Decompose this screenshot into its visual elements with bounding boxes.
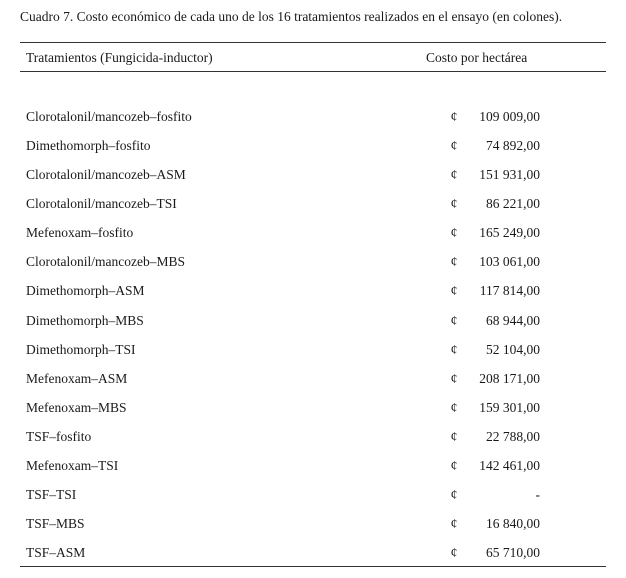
table-row	[0, 429, 626, 449]
cost-value: 142 461,00	[479, 457, 540, 473]
treatment-name: Clorotalonil/mancozeb–TSI	[26, 196, 177, 212]
currency-symbol: ¢	[450, 341, 458, 357]
treatment-name: Dimethomorph–MBS	[26, 312, 144, 328]
treatment-name: TSF–TSI	[26, 486, 77, 502]
table-row	[0, 109, 626, 129]
cost-value: 103 061,00	[479, 254, 540, 270]
bottom-rule	[20, 566, 606, 567]
currency-symbol: ¢	[450, 225, 458, 241]
table-row	[0, 225, 626, 245]
treatment-name: Mefenoxam–fosfito	[26, 225, 134, 241]
currency-symbol: ¢	[450, 370, 458, 386]
currency-symbol: ¢	[450, 516, 458, 531]
currency-symbol: ¢	[450, 283, 458, 299]
cost-value: 117 814,00	[479, 283, 540, 299]
treatment-name: Clorotalonil/mancozeb–ASM	[26, 167, 186, 183]
currency-symbol: ¢	[450, 312, 458, 328]
currency-symbol: ¢	[450, 254, 458, 270]
treatment-name: Dimethomorph–TSI	[26, 341, 136, 357]
cost-value: 159 301,00	[479, 399, 540, 415]
currency-symbol: ¢	[450, 486, 458, 502]
table-row	[0, 371, 626, 391]
table-row	[0, 342, 626, 362]
treatment-name: Mefenoxam–ASM	[26, 370, 128, 386]
treatment-name: Dimethomorph–fosfito	[26, 138, 151, 154]
cost-value: 16 840,00	[486, 516, 540, 531]
cost-value: 65 710,00	[486, 545, 540, 560]
currency-symbol: ¢	[450, 167, 458, 183]
treatment-name: TSF–fosfito	[26, 428, 92, 444]
header-cost: Costo por hectárea	[426, 50, 528, 65]
currency-symbol: ¢	[450, 457, 458, 473]
table-row	[0, 138, 626, 158]
table-row	[0, 400, 626, 420]
currency-symbol: ¢	[450, 399, 458, 415]
cost-value: 52 104,00	[486, 341, 540, 357]
treatment-name: Clorotalonil/mancozeb–fosfito	[26, 109, 192, 124]
table-row	[0, 196, 626, 216]
treatment-name: Mefenoxam–TSI	[26, 457, 119, 473]
cost-value: 109 009,00	[479, 109, 540, 124]
cost-value: 68 944,00	[486, 312, 540, 328]
table-row	[0, 283, 626, 303]
cost-value: -	[535, 486, 540, 502]
treatment-name: Mefenoxam–MBS	[26, 399, 127, 415]
table-row	[0, 167, 626, 187]
cost-value: 22 788,00	[486, 428, 540, 444]
top-rule	[20, 42, 606, 43]
header-treatment: Tratamientos (Fungicida-inductor)	[26, 50, 213, 65]
currency-symbol: ¢	[450, 109, 458, 124]
cost-value: 86 221,00	[486, 196, 540, 212]
currency-symbol: ¢	[450, 545, 458, 560]
header-rule	[20, 71, 606, 72]
table-row	[0, 487, 626, 507]
treatment-name: TSF–ASM	[26, 545, 86, 560]
table-caption: Cuadro 7. Costo económico de cada uno de los 16 tratamientos realizados en el ensayo (en colones).	[20, 9, 563, 24]
treatment-name: TSF–MBS	[26, 516, 85, 531]
cost-value: 208 171,00	[479, 370, 540, 386]
treatment-name: Clorotalonil/mancozeb–MBS	[26, 254, 185, 270]
currency-symbol: ¢	[450, 138, 458, 154]
table-row	[0, 254, 626, 274]
currency-symbol: ¢	[450, 428, 458, 444]
cost-value: 74 892,00	[486, 138, 540, 154]
table-row	[0, 313, 626, 333]
table-row	[0, 516, 626, 536]
cost-value: 165 249,00	[479, 225, 540, 241]
currency-symbol: ¢	[450, 196, 458, 212]
table-row	[0, 545, 626, 565]
table-row	[0, 458, 626, 478]
cost-value: 151 931,00	[479, 167, 540, 183]
treatment-name: Dimethomorph–ASM	[26, 283, 145, 299]
